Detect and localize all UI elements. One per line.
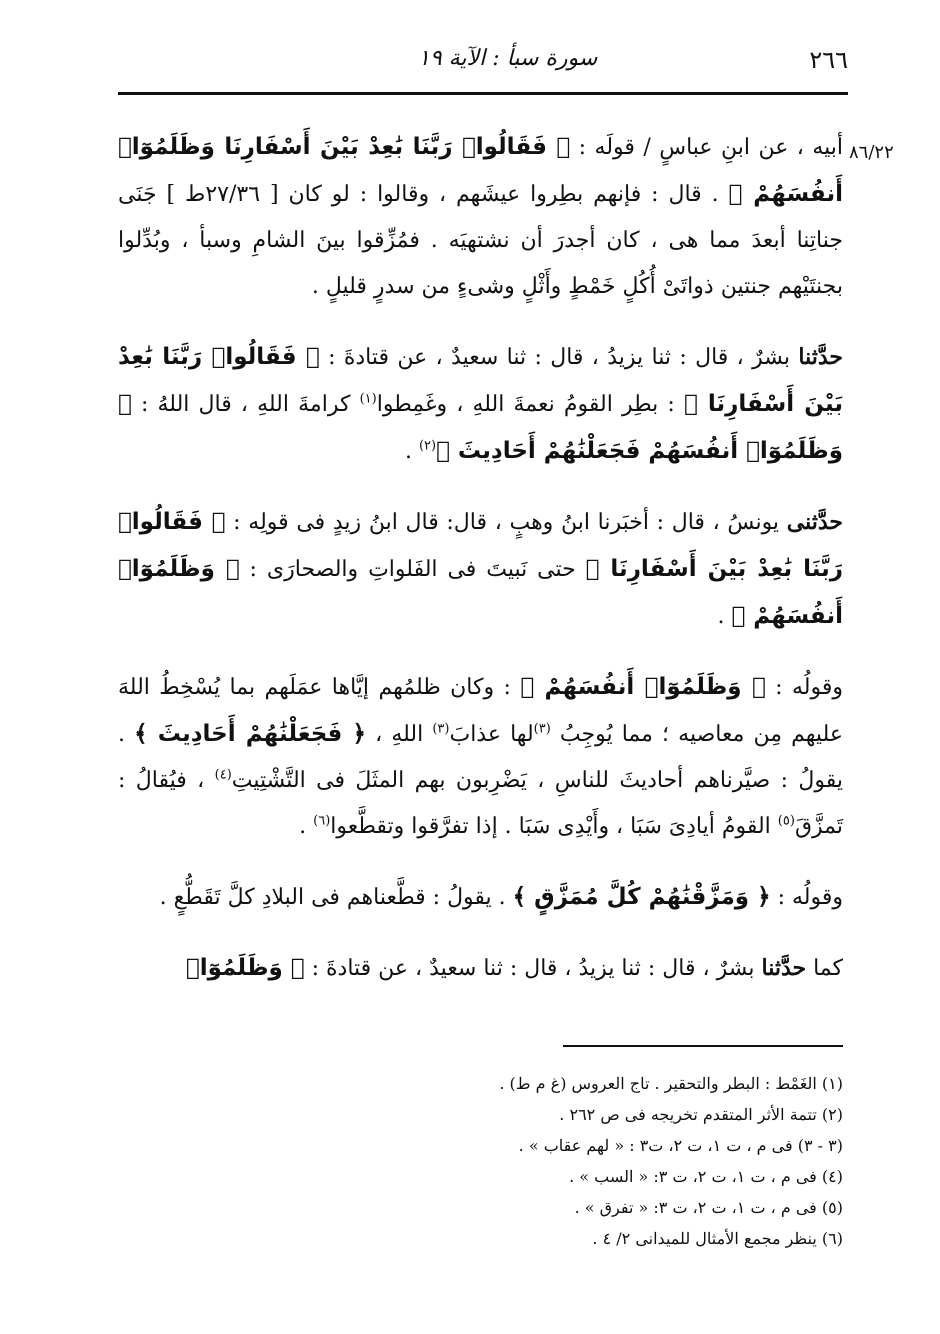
text-span: بشرٌ ، قال : ثنا يزيدُ ، قال : ثنا سعيدٌ ، عن قتادةَ :: [304, 956, 762, 981]
paragraph-5: [118, 874, 843, 921]
footnote-marker: (٣): [432, 721, 450, 737]
paragraph-1: [118, 124, 843, 310]
footnote-separator: [563, 1045, 843, 1047]
header-rule: [118, 92, 848, 95]
text-span: اللهِ ،: [365, 722, 433, 747]
narration-lead: حدَّثنى: [786, 509, 843, 535]
footnote-marker: (٤): [214, 767, 232, 783]
paragraph-3: [118, 499, 843, 640]
footnote-marker: (٦): [313, 813, 331, 829]
quran-verse: ﴿ وَظَلَمُوٓا۟ أَنفُسَهُمْ فَجَعَلْنَٰهُمْ أَحَادِيثَ ﴾: [118, 391, 843, 464]
text-span: يونسُ ، قال : أخبَرنا ابنُ وهبٍ ، قال: قال ابنُ زيدٍ فى قولِه :: [225, 510, 787, 535]
text-span: . يقولُ : صيَّرناهم أحاديثَ للناسِ ، يَضْرِبون بهم المثَلَ فى التَّشْتِيتِ: [118, 722, 843, 793]
footnote-5: (٥) فى م ، ت ١، ت ٢، ت ٣: « تفرق » .: [574, 1198, 843, 1217]
quran-verse: ﴿ فَجَعَلْنَٰهُمْ أَحَادِيثَ ﴾: [134, 721, 366, 747]
text-span: .: [717, 604, 732, 629]
paragraph-2: [118, 334, 843, 475]
footnote-1: (١) الغَمْط : البطر والتحقير . تاج العروس (غ م ط) .: [499, 1074, 843, 1093]
quran-verse: ﴿ وَظَلَمُوٓا۟ أَنفُسَهُمْ ﴾: [118, 556, 843, 629]
footnote-marker: (٣): [533, 721, 551, 737]
text-span: كرامةَ اللهِ ، قال اللهُ :: [131, 392, 360, 417]
text-span: : وكان ظلمُهم إيَّاها عمَلَهم بما يُسْخِطُ اللهَ عليهم مِن معاصيه ؛ مما يُوجِبُ: [118, 675, 843, 747]
text-span: . قال : فإنهم بطِروا عيشَهم ، وقالوا : لو كان [ ٢٧/٣٦ط ] جَنَى جناتِنا أبعدَ مما هى ، كان أجدرَ أن نشتهيَه . فمُزِّقوا بينَ الشامِ وسبأ ، وبُدِّلوا بجنتَيْهم جنتين ذواتَىْ أُكُلٍ خَمْطٍ وأَثْلٍ وشىءٍ من سدرٍ قليلٍ .: [118, 182, 843, 299]
main-text: [118, 124, 843, 1016]
quran-verse: ﴿ وَمَزَّقْنَٰهُمْ كُلَّ مُمَزَّقٍ ﴾: [512, 884, 771, 910]
footnote-marker: (٥): [777, 813, 795, 829]
quran-verse: ﴿ فَقَالُوا۟ رَبَّنَا بَٰعِدْ بَيْنَ أَسْفَارِنَا ﴾: [118, 509, 843, 582]
text-span: .: [404, 439, 419, 464]
quran-verse: ﴿ وَظَلَمُوٓا۟ أَنفُسَهُمْ ﴾: [520, 674, 766, 700]
footnote-4: (٤) فى م ، ت ١، ت ٢، ت ٣: « السب » .: [569, 1167, 843, 1186]
text-span: ، فيُقالُ : تَمزَّقَ: [118, 768, 843, 839]
text-span: لها عذابَ: [449, 722, 534, 747]
paragraph-4: [118, 664, 843, 850]
footnote-marker: (٢): [418, 438, 437, 454]
margin-reference: ٨٦/٢٢: [849, 142, 894, 163]
quran-verse: ﴿ فَقَالُوا۟ رَبَّنَا بَٰعِدْ بَيْنَ أَسْفَارِنَا ﴾: [118, 344, 843, 417]
text-span: كما: [806, 956, 843, 981]
footnote-2: (٢) تتمة الأثر المتقدم تخريجه فى ص ٢٦٢ .: [559, 1105, 843, 1124]
text-span: وقولُه :: [770, 885, 843, 910]
footnote-3: (٣ - ٣) فى م ، ت ١، ت ٢، ت٣ : « لهم عقاب » .: [518, 1136, 843, 1155]
running-title: سورة سبأ : الآية ١٩: [418, 46, 598, 71]
page-header: [118, 38, 848, 86]
page-number: ٢٦٦: [809, 46, 848, 74]
text-span: بشرٌ ، قال : ثنا يزيدُ ، قال : ثنا سعيدٌ ، عن قتادةَ :: [319, 345, 799, 370]
text-span: : بطِر القومُ نعمةَ اللهِ ، وغَمِطوا: [376, 392, 684, 417]
footnotes: [118, 1068, 843, 1254]
footnote-6: (٦) ينظر مجمع الأمثال للميدانى ٢/ ٤ .: [592, 1229, 843, 1248]
text-span: حتى نَبيتَ فى الفَلواتِ والصحارَى :: [239, 557, 586, 582]
text-span: القومُ أيادِىَ سَبَا ، وأَيْدِى سَبَا . إذا تفرَّقوا وتقطَّعوا: [330, 814, 778, 839]
text-span: وقولُه :: [765, 675, 843, 700]
footnote-marker: (١): [359, 391, 377, 407]
quran-verse: ﴿ فَقَالُوا۟ رَبَّنَا بَٰعِدْ بَيْنَ أَسْفَارِنَا وَظَلَمُوٓا۟ أَنفُسَهُمْ ﴾: [118, 134, 843, 207]
text-span: .: [299, 814, 314, 839]
quran-verse: ﴿ وَظَلَمُوٓا۟: [185, 955, 305, 981]
narration-lead: حدَّثنا: [761, 955, 807, 981]
text-span: . يقولُ : قطَّعناهم فى البلادِ كلَّ تَقَطُّعٍ .: [159, 885, 513, 910]
narration-lead: حدَّثنا: [798, 344, 843, 370]
paragraph-6: [118, 945, 843, 992]
text-span: أبيه ، عن ابنِ عباسٍ / قولَه :: [570, 135, 843, 160]
